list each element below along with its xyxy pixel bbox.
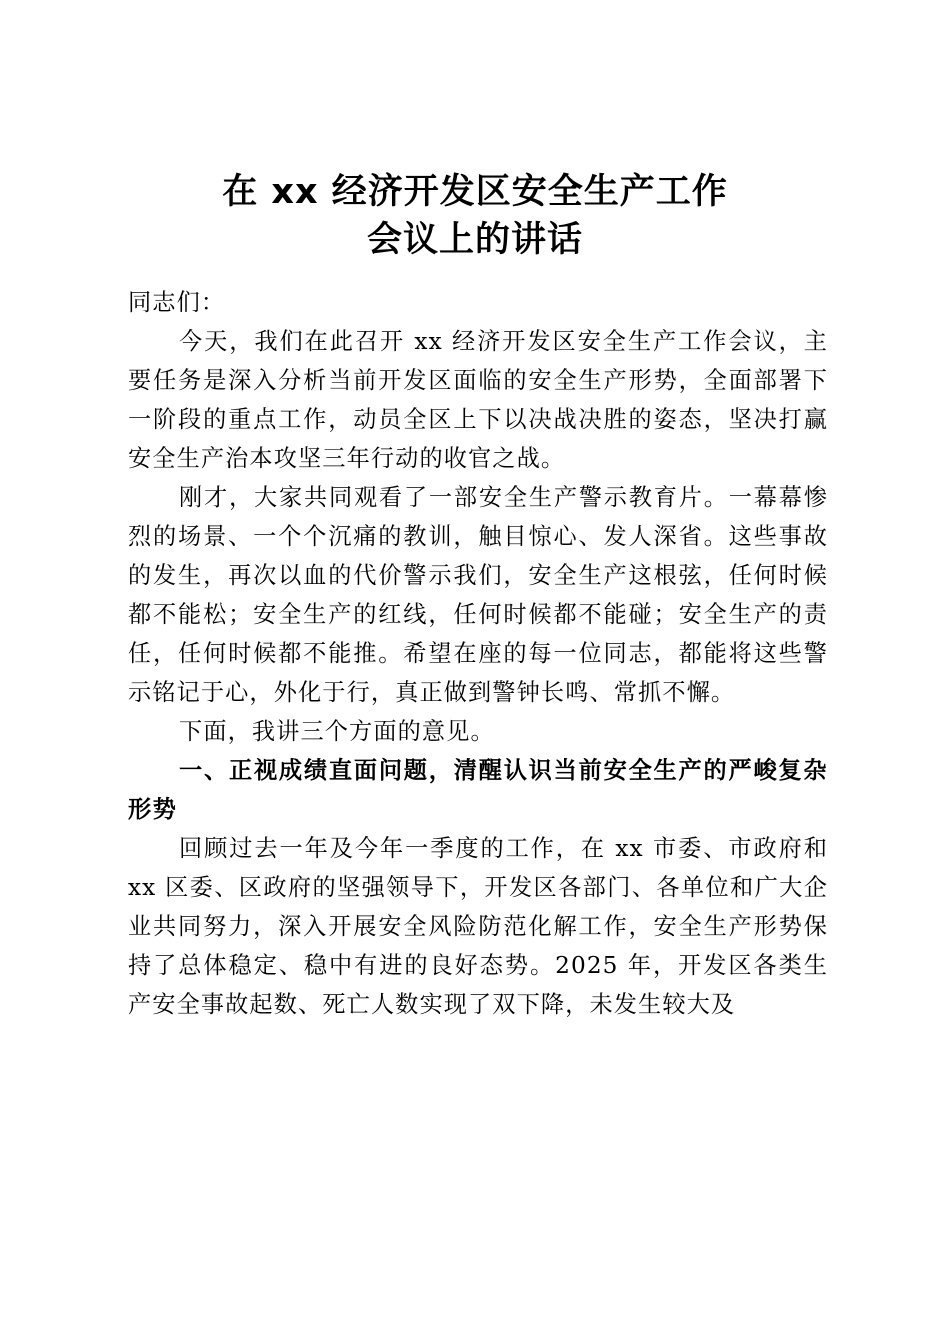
- paragraph-warning-film: 刚才，大家共同观看了一部安全生产警示教育片。一幕幕惨烈的场景、一个个沉痛的教训，触目惊心、发人深省。这些事故的发生，再次以血的代价警示我们，安全生产这根弦，任何时候都不能松；安全生产的红线，任何时候都不能碰；安全生产的责任，任何时候都不能推。希望在座的每一位同志，都能将这些警示铭记于心，外化于行，真正做到警钟长鸣、常抓不懈。: [128, 484, 828, 706]
- document-body: [128, 283, 828, 1024]
- title-line-2: 会议上的讲话: [366, 220, 583, 260]
- document-title: [0, 168, 950, 264]
- salutation: 同志们：: [128, 289, 226, 316]
- title-line-1: 在 xx 经济开发区安全生产工作: [222, 172, 728, 212]
- paragraph-opening: 今天，我们在此召开 xx 经济开发区安全生产工作会议，主要任务是深入分析当前开发区面临的安全生产形势，全面部署下一阶段的重点工作，动员全区上下以决战决胜的姿态，坚决打赢安全生产治本攻坚三年行动的收官之战。: [128, 328, 828, 472]
- paragraph-review: 回顾过去一年及今年一季度的工作，在 xx 市委、市政府和 xx 区委、区政府的坚强领导下，开发区各部门、各单位和广大企业共同努力，深入开展安全风险防范化解工作，安全生产形势保持了总体稳定、稳中有进的良好态势。2025 年，开发区各类生产安全事故起数、死亡人数实现了双下降，未发生较大及: [128, 835, 828, 1018]
- paragraph-outline: 下面，我讲三个方面的意见。: [179, 718, 495, 745]
- section-heading-1: 一、正视成绩直面问题，清醒认识当前安全生产的严峻复杂形势: [128, 757, 828, 823]
